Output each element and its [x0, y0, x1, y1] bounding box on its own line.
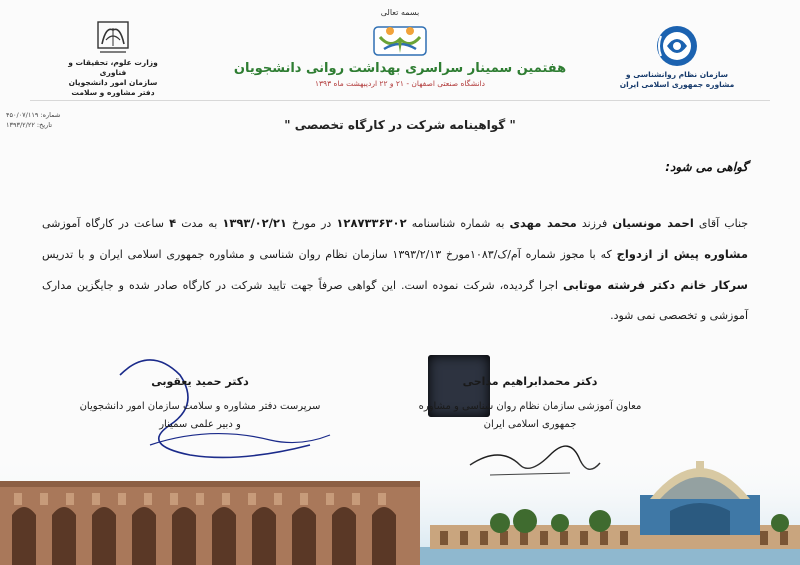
- psychology-org-line-1: سازمان نظام روانشناسی و: [625, 70, 729, 79]
- body-part-h: اجرا گردیده، شرکت نموده است. این گواهی صرفاً جهت تایید شرکت در کارگاه صادر شده و جایگزین مدارک آموزشی و تخصصی نمی شود.: [42, 279, 748, 322]
- header-divider: [30, 100, 770, 101]
- isfahan-scene-illustration: [0, 455, 800, 565]
- workshop-date: ۱۳۹۳/۰۲/۲۱: [222, 216, 287, 230]
- body-part-a: جناب آقای: [698, 217, 749, 230]
- seminar-header: [220, 8, 580, 88]
- father-name: محمد مهدی: [509, 216, 577, 230]
- psychology-org-line-2: مشاوره جمهوری اسلامی ایران: [619, 80, 735, 89]
- id-number: ۱۲۸۷۳۳۶۳۰۲: [336, 216, 407, 230]
- signer-right-name: دکتر محمدابراهیم مداحی: [462, 375, 598, 388]
- seminar-title: هفتمین سمینار سراسری بهداشت روانی دانشجویان: [233, 61, 567, 76]
- certificate-title: " گواهینامه شرکت در کارگاه تخصصی ": [284, 118, 516, 132]
- seminar-subtitle: دانشگاه صنعتی اصفهان - ۲۱ و ۲۲ اردیبهشت ماه ۱۳۹۳: [315, 79, 485, 88]
- attestation-heading: گواهی می شود:: [665, 160, 748, 174]
- signer-left-role-2: و دبیر علمی سمینار: [159, 419, 241, 430]
- signer-left-role-1: سرپرست دفتر مشاوره و سلامت سازمان امور دانشجویان: [79, 401, 321, 412]
- certificate-body: [42, 208, 748, 331]
- ministry-line-2: سازمان امور دانشجویان: [68, 78, 158, 87]
- body-part-e: به مدت: [181, 217, 218, 230]
- psychology-org-emblem-icon: [653, 22, 701, 70]
- signer-right-role-2: جمهوری اسلامی ایران: [483, 419, 577, 430]
- ministry-logo: [58, 18, 168, 98]
- signer-left-role: [60, 398, 340, 434]
- ministry-line-3: دفتر مشاوره و سلامت: [71, 88, 155, 97]
- ministry-line-1: وزارت علوم، تحقیقات و فناوری: [68, 58, 158, 77]
- body-part-c: به شماره شناسنامه: [411, 217, 505, 230]
- body-part-g: که با مجوز شماره آم/ک/۱۰۸۳مورخ ۱۳۹۳/۲/۱۳ سازمان نظام روان شناسی و مشاوره جمهوری اسلامی ایران و با تدریس: [42, 248, 612, 261]
- seminar-logo-icon: [370, 19, 430, 59]
- instructor-name: سرکار خانم دکتر فرشته موتابی: [562, 278, 748, 292]
- recipient-name: احمد مونسیان: [612, 216, 694, 230]
- signer-left-name: دکتر حمید یعقوبی: [151, 375, 249, 388]
- signer-right-role: [390, 398, 670, 434]
- signer-right-role-1: معاون آموزشی سازمان نظام روان شناسی و مشاوره: [418, 401, 642, 412]
- ministry-emblem-icon: [90, 18, 136, 58]
- workshop-name: مشاوره پیش از ازدواج: [616, 247, 749, 261]
- signature-block-right: [390, 375, 670, 434]
- body-part-d: در مورخ: [292, 217, 332, 230]
- basmala: بسمه تعالی: [380, 8, 420, 17]
- reference-number: شماره: ۴۵۰/۰۷/۱۱۹: [6, 111, 61, 119]
- signature-block-left: [60, 375, 340, 434]
- body-part-f: ساعت در کارگاه آموزشی: [42, 217, 164, 230]
- reference-block: [6, 110, 60, 130]
- body-part-b: فرزند: [581, 217, 608, 230]
- workshop-hours: ۴: [169, 216, 177, 230]
- psychology-org-logo: [612, 22, 742, 90]
- reference-date: تاریخ: ۱۳۹۳/۲/۲۲: [6, 121, 53, 129]
